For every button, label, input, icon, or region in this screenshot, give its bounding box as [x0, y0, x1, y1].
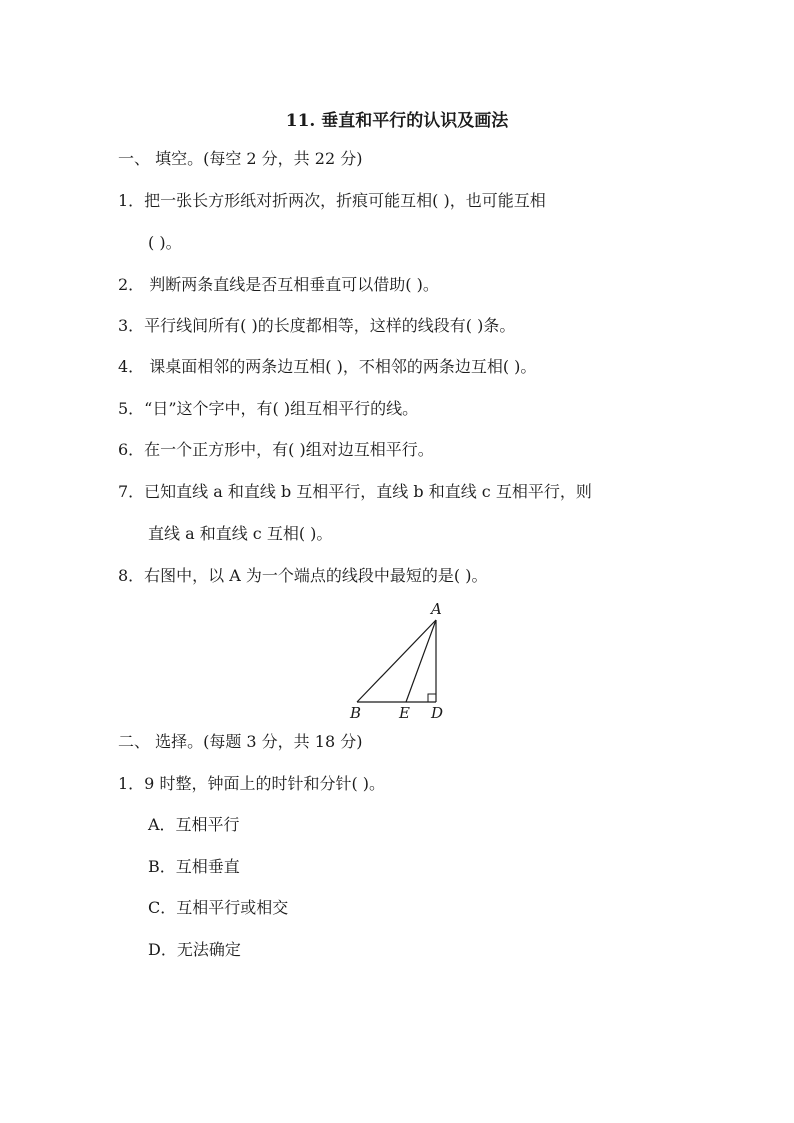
question-1-line-1: 1．把一张长方形纸对折两次，折痕可能互相( )，也可能互相 — [118, 191, 546, 210]
section-1-header: 一、 填空。(每空 2 分，共 22 分) — [118, 149, 363, 168]
triangle-diagram — [340, 596, 460, 722]
question-7-line-2: 直线 a 和直线 c 互相( )。 — [148, 524, 333, 543]
label-d: D — [431, 704, 444, 722]
question-2: 2． 判断两条直线是否互相垂直可以借助( )。 — [118, 275, 439, 294]
right-angle-mark — [428, 694, 436, 702]
segment-ae — [406, 620, 436, 702]
question-6: 6．在一个正方形中，有( )组对边互相平行。 — [118, 440, 434, 459]
question-1-line-2: ( )。 — [148, 233, 182, 252]
option-d: D．无法确定 — [148, 940, 241, 959]
question-4: 4． 课桌面相邻的两条边互相( )，不相邻的两条边互相( )。 — [118, 357, 537, 376]
label-b: B — [350, 704, 362, 722]
section-2-header: 二、 选择。(每题 3 分，共 18 分) — [118, 732, 363, 751]
option-b: B．互相垂直 — [148, 857, 240, 876]
question-5: 5．“日”这个字中，有( )组互相平行的线。 — [118, 399, 419, 418]
option-c: C．互相平行或相交 — [148, 898, 289, 917]
question-3: 3．平行线间所有( )的长度都相等，这样的线段有( )条。 — [118, 316, 516, 335]
choice-question-1: 1．9 时整，钟面上的时针和分针( )。 — [118, 774, 386, 793]
question-8: 8．右图中，以 A 为一个端点的线段中最短的是( )。 — [118, 566, 488, 585]
label-e: E — [399, 704, 410, 722]
segment-ab — [357, 620, 436, 702]
label-a: A — [431, 600, 442, 618]
option-a: A．互相平行 — [148, 815, 240, 834]
page-title: 11. 垂直和平行的认识及画法 — [285, 111, 509, 131]
question-7-line-1: 7．已知直线 a 和直线 b 互相平行，直线 b 和直线 c 互相平行，则 — [118, 482, 592, 501]
